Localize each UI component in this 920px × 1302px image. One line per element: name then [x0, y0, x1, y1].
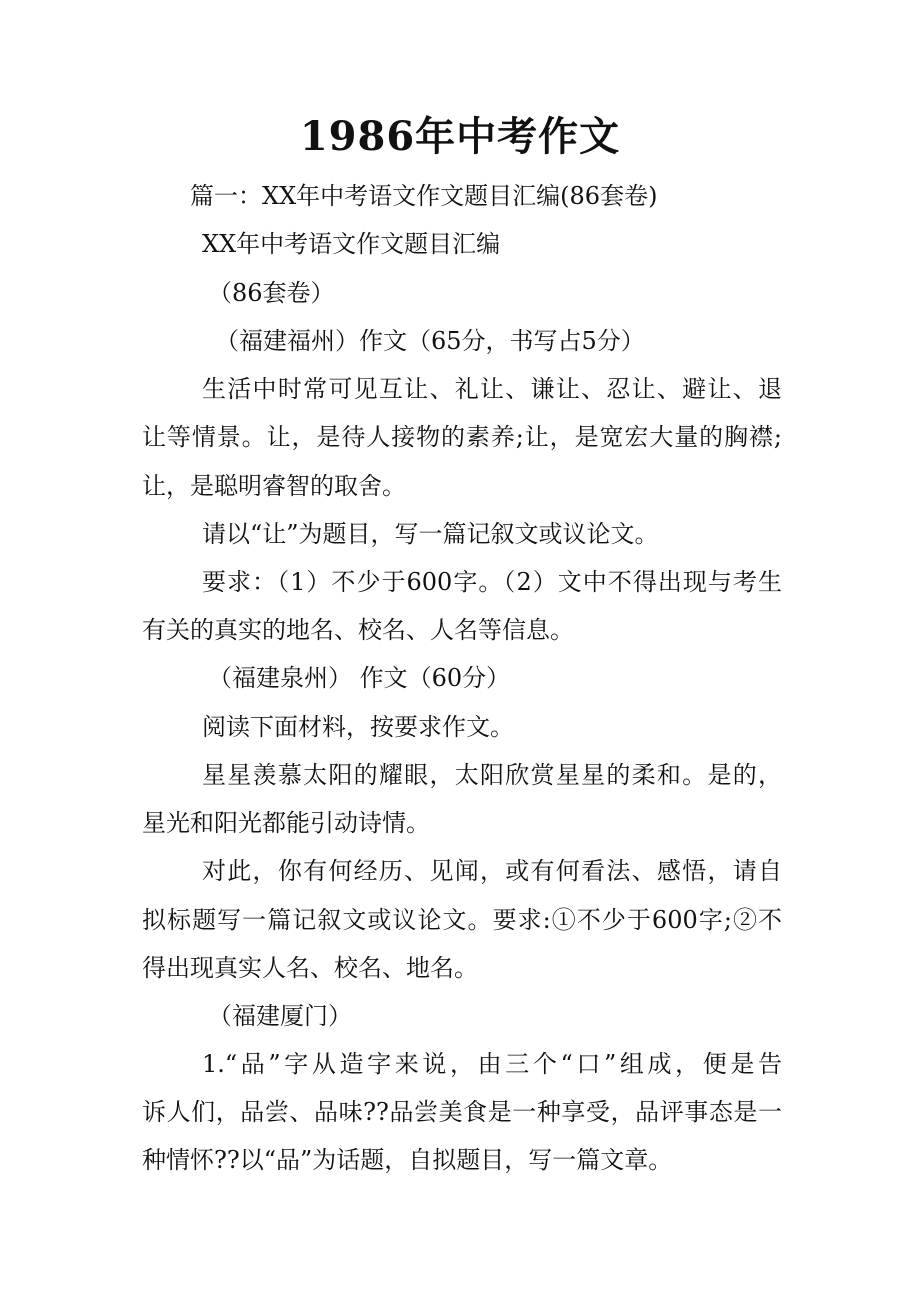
region-heading-quanzhou: （福建泉州） 作文（60分）	[208, 664, 511, 692]
paragraph-line: 星光和阳光都能引动诗情。	[142, 809, 430, 837]
paragraph-line: 对此，你有何经历、见闻，或有何看法、感悟，请自	[202, 857, 782, 885]
document-title: 1986年中考作文	[299, 113, 621, 160]
paragraph-line: 1.“品”字从造字来说，由三个“口”组成，便是告	[202, 1050, 782, 1078]
paragraph-line: 要求：（1）不少于600字。（2）文中不得出现与考生	[202, 568, 782, 596]
region-heading-xiamen: （福建厦门）	[208, 1002, 352, 1030]
subheading: XX年中考语文作文题目汇编	[202, 230, 501, 258]
paragraph-line: 请以“让”为题目，写一篇记叙文或议论文。	[202, 520, 659, 548]
paragraph-line: 种情怀??以“品”为话题，自拟题目，写一篇文章。	[142, 1146, 673, 1174]
subheading-note: （86套卷）	[208, 279, 335, 307]
paragraph-line: 让等情景。让，是待人接物的素养;让，是宽宏大量的胸襟;	[142, 423, 782, 451]
paragraph-line: 得出现真实人名、校名、地名。	[142, 954, 478, 982]
section-heading: 篇一：XX年中考语文作文题目汇编(86套卷)	[190, 182, 658, 210]
paragraph-line: 生活中时常可见互让、礼让、谦让、忍让、避让、退	[202, 375, 782, 403]
paragraph-line: 星星羡慕太阳的耀眼，太阳欣赏星星的柔和。是的，	[202, 761, 782, 789]
paragraph-line: 让，是聪明睿智的取舍。	[142, 472, 406, 500]
region-heading-fuzhou: （福建福州）作文（65分，书写占5分）	[215, 327, 645, 355]
paragraph-line: 有关的真实的地名、校名、人名等信息。	[142, 616, 574, 644]
paragraph-line: 诉人们，品尝、品味??品尝美食是一种享受，品评事态是一	[142, 1098, 782, 1126]
paragraph-line: 阅读下面材料，按要求作文。	[202, 713, 514, 741]
paragraph-line: 拟标题写一篇记叙文或议论文。要求:①不少于600字;②不	[142, 906, 782, 934]
